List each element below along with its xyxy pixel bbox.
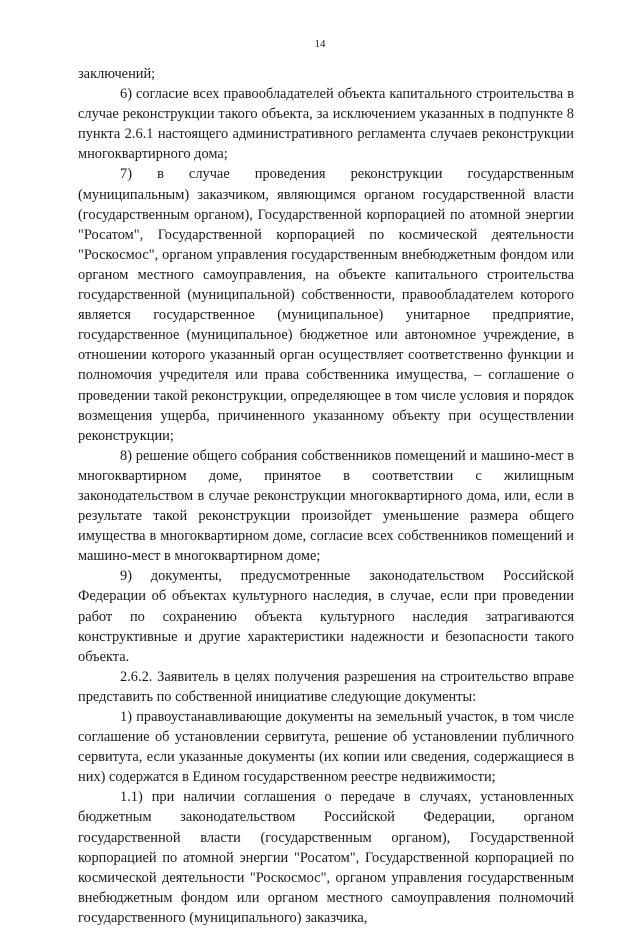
paragraph-item-7: 7) в случае проведения реконструкции государственным (муниципальным) заказчиком, являющимся органом государственной власти (государственным органом), Государственной корпорацией по атомной энергии "Росатом", Государственной корпорацией по космической деятельности "Роскосмос", органом управления государственным внебюджетным фондом или органом местного самоуправления, на объекте капитального строительства государственной (муниципальной) собственности, правообладателем которого является государственное (муниципальное) унитарное предприятие, государственное (муниципальное) бюджетное или автономное учреждение, в отношении которого указанный орган осуществляет соответственно функции и полномочия учредителя или права собственника имущества, – соглашение о проведении такой реконструкции, определяющее в том числе условия и порядок возмещения ущерба, причиненного указанному объекту при осуществлении реконструкции;: [78, 166, 574, 444]
paragraph-section-2-6-2: 2.6.2. Заявитель в целях получения разрешения на строительство вправе представить по собственной инициативе следующие документы:: [78, 668, 574, 705]
paragraph-item-9: 9) документы, предусмотренные законодательством Российской Федерации об объектах культурного наследия, в случае, если при проведении работ по сохранению объекта культурного наследия затрагиваются конструктивные и другие характеристики надежности и безопасности такого объекта.: [78, 568, 574, 665]
paragraph-item-8: 8) решение общего собрания собственников помещений и машино-мест в многоквартирном доме, принятое в соответствии с жилищным законодательством в случае реконструкции многоквартирного дома, или, если в результате такой реконструкции произойдет уменьшение размера общего имущества в многоквартирном доме, согласие всех собственников помещений и машино-мест в многоквартирном доме;: [78, 447, 574, 565]
paragraph-item-6: 6) согласие всех правообладателей объекта капитального строительства в случае реконструкции такого объекта, за исключением указанных в подпункте 8 пункта 2.6.1 настоящего административного регламента случаев реконструкции многоквартирного дома;: [78, 86, 574, 163]
paragraph-item-1-1: 1.1) при наличии соглашения о передаче в случаях, установленных бюджетным законодательством Российской Федерации, органом государственной власти (государственным органом), Государственной корпорацией по атомной энергии "Росатом", Государственной корпорацией по космической деятельности "Роскосмос", органом управления государственным внебюджетным фондом или органом местного самоуправления полномочий государственного (муниципального) заказчика,: [78, 789, 574, 926]
paragraph-item-1: 1) правоустанавливающие документы на земельный участок, в том числе соглашение об установлении сервитута, решение об установлении публичного сервитута, если указанные документы (их копии или сведения, содержащиеся в них) содержатся в Едином государственном реестре недвижимости;: [78, 709, 574, 786]
page-number: 14: [314, 38, 326, 50]
body-text: [78, 64, 574, 928]
paragraph-continuation: заключений;: [78, 66, 156, 82]
